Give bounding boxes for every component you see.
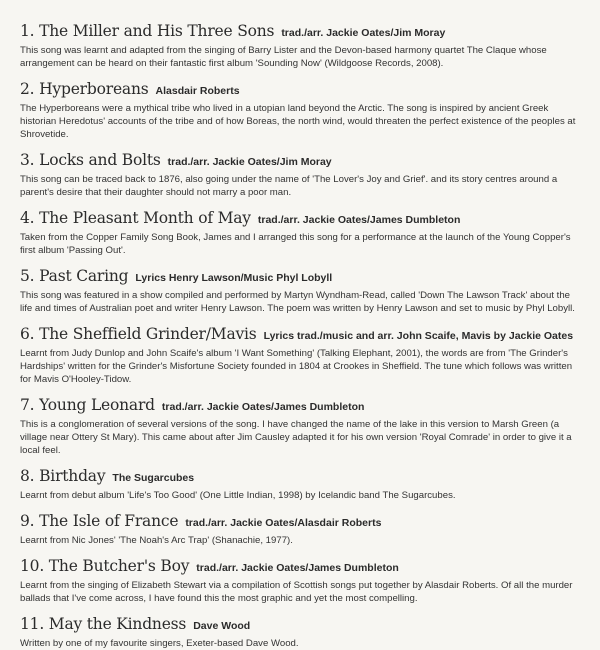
track-description: Learnt from the singing of Elizabeth Stewart via a compilation of Scottish songs put together by Alasdair Roberts. Of all the murder ballads that I've come across, I have found this the most graphic and yet the most compelling. <box>20 580 573 604</box>
track-entry <box>20 151 576 199</box>
track-title: 7. Young Leonard <box>20 396 155 414</box>
track-description: Learnt from Nic Jones' 'The Noah's Arc Trap' (Shanachie, 1977). <box>20 535 293 546</box>
track-entry <box>20 80 576 141</box>
track-title: 11. May the Kindness <box>20 615 187 633</box>
track-description: Learnt from Judy Dunlop and John Scaife's album 'I Want Something' (Talking Elephant, 2001), the words are from 'The Grinder's Hardships' written for the Grinder's Misfortune Society founded in 1804 at Crookes in Sheffield. The tune which follows was written for Mavis O'Hooley-Tidow. <box>20 348 573 385</box>
track-title: 9. The Isle of France <box>20 512 179 530</box>
track-title: 1. The Miller and His Three Sons <box>20 22 275 40</box>
track-title: 5. Past Caring <box>20 267 129 285</box>
track-entry <box>20 325 576 386</box>
track-heading <box>20 615 576 636</box>
track-entry <box>20 267 576 315</box>
track-credit: Dave Wood <box>193 620 251 632</box>
track-entry <box>20 467 576 502</box>
track-heading <box>20 557 576 578</box>
track-heading <box>20 151 576 172</box>
track-description: This song was featured in a show compiled and performed by Martyn Wyndham-Read, called 'Down The Lawson Track' about the life and times of Australian poet and writer Henry Lawson. The poem was written by Henry Lawson and set to music by Phyl Lobyll. <box>20 290 575 314</box>
track-entry <box>20 22 576 70</box>
track-heading <box>20 396 576 417</box>
track-heading <box>20 467 576 488</box>
track-credit: Lyrics trad./music and arr. John Scaife, Mavis by Jackie Oates <box>263 330 574 342</box>
track-credit: trad./arr. Jackie Oates/Alasdair Roberts <box>185 517 382 529</box>
track-description: This is a conglomeration of several versions of the song. I have changed the name of the lake in this version to Marsh Green (a village near Ottery St Mary). This came about after Jim Causley adapted it for his own version 'Royal Comrade' in order to give it a local feel. <box>20 419 572 456</box>
track-description: This song can be traced back to 1876, also going under the name of 'The Lover's Joy and Grief'. and its story centres around a parent's desire that their daughter should not marry a poor man. <box>20 174 558 198</box>
track-title: 2. Hyperboreans <box>20 80 149 98</box>
track-credit: The Sugarcubes <box>112 472 195 484</box>
track-heading <box>20 80 576 101</box>
track-title: 8. Birthday <box>20 467 106 485</box>
track-entry <box>20 209 576 257</box>
track-description: The Hyperboreans were a mythical tribe who lived in a utopian land beyond the Arctic. The song is inspired by ancient Greek historian Heredotus' accounts of the tribe and of how Boreas, the north wind, would threaten the perfect existence of the peoples at Shrovetide. <box>20 103 576 140</box>
track-credit: Lyrics Henry Lawson/Music Phyl Lobyll <box>135 272 333 284</box>
track-heading <box>20 22 576 43</box>
track-description: This song was learnt and adapted from the singing of Barry Lister and the Devon-based harmony quartet The Claque whose arrangement can be heard on their fantastic first album 'Sounding Now' (Wildgoose Records, 2008). <box>20 45 547 69</box>
track-heading <box>20 209 576 230</box>
track-entry <box>20 615 576 650</box>
track-entry <box>20 396 576 457</box>
track-description: Learnt from debut album 'Life's Too Good' (One Little Indian, 1998) by Icelandic band The Sugarcubes. <box>20 490 456 501</box>
track-credit: trad./arr. Jackie Oates/James Dumbleton <box>161 401 365 413</box>
track-heading <box>20 325 576 346</box>
track-credit: trad./arr. Jackie Oates/Jim Moray <box>281 27 446 39</box>
track-entry <box>20 512 576 547</box>
track-credit: trad./arr. Jackie Oates/James Dumbleton <box>257 214 461 226</box>
track-title: 3. Locks and Bolts <box>20 151 161 169</box>
track-description: Taken from the Copper Family Song Book, James and I arranged this song for a performance at the launch of the Young Copper's first album 'Passing Out'. <box>20 232 571 256</box>
track-description: Written by one of my favourite singers, Exeter-based Dave Wood. <box>20 638 299 649</box>
track-title: 10. The Butcher's Boy <box>20 557 190 575</box>
track-title: 6. The Sheffield Grinder/Mavis <box>20 325 257 343</box>
track-credit: trad./arr. Jackie Oates/Jim Moray <box>167 156 332 168</box>
track-heading <box>20 267 576 288</box>
track-credit: trad./arr. Jackie Oates/James Dumbleton <box>196 562 399 574</box>
track-credit: Alasdair Roberts <box>155 85 240 97</box>
track-title: 4. The Pleasant Month of May <box>20 209 251 227</box>
track-heading <box>20 512 576 533</box>
